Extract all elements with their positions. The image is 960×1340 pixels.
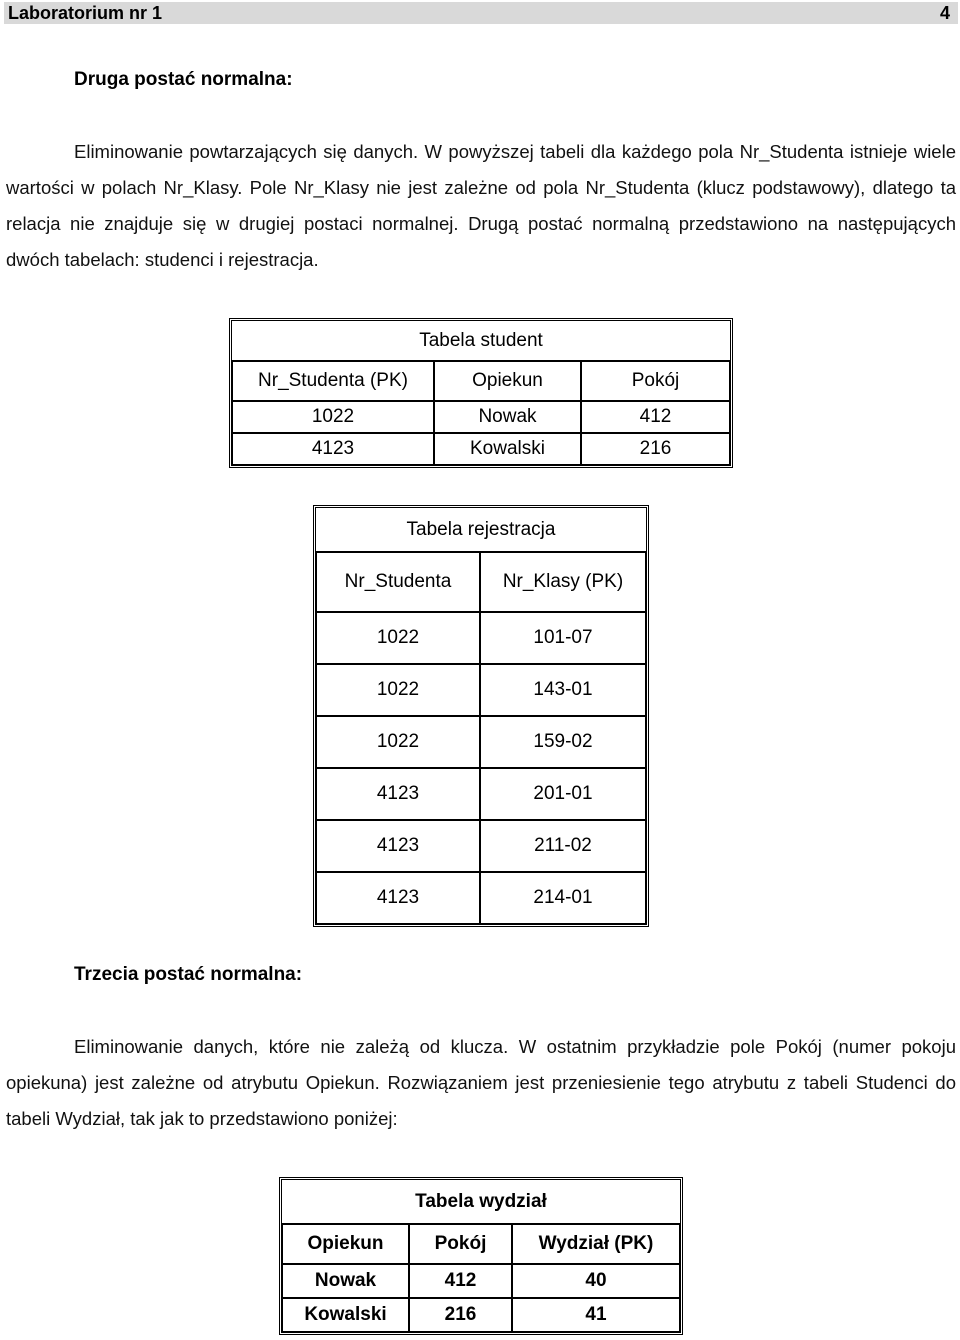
table-wydzial-col-0: Opiekun xyxy=(282,1224,409,1264)
table-rejestracja-title: Tabela rejestracja xyxy=(316,508,646,552)
table-row xyxy=(316,612,646,664)
table-cell: 216 xyxy=(409,1298,512,1332)
table-rejestracja xyxy=(313,505,649,927)
paragraph-3nf xyxy=(6,1029,956,1137)
table-wydzial xyxy=(279,1177,683,1335)
table-cell: 101-07 xyxy=(480,612,646,664)
page-number: 4 xyxy=(939,3,950,23)
table-student xyxy=(229,318,733,468)
table-cell: 4123 xyxy=(316,872,480,924)
table-cell: 143-01 xyxy=(480,664,646,716)
table-cell: 4123 xyxy=(316,768,480,820)
table-cell: 1022 xyxy=(316,612,480,664)
header-title: Laboratorium nr 1 xyxy=(8,3,163,23)
table-cell: 41 xyxy=(512,1298,680,1332)
table-rejestracja-col-1: Nr_Klasy (PK) xyxy=(480,552,646,612)
table-student-col-2: Pokój xyxy=(581,361,730,401)
table-cell: 412 xyxy=(581,401,730,433)
paragraph-2nf-text: Eliminowanie powtarzających się danych. W powyższej tabeli dla każdego pola Nr_Studenta istnieje wiele wartości w polach Nr_Klasy. Pole Nr_Klasy nie jest zależne od pola Nr_Studenta (klucz podstawowy), dlatego ta relacja nie znajduje się w drugiej postaci normalnej. Drugą postać normalną przedstawiono na następujących dwóch tabelach: studenci i rejestracja. xyxy=(6,141,956,270)
table-row xyxy=(316,820,646,872)
table-row xyxy=(282,1298,680,1332)
table-cell: 211-02 xyxy=(480,820,646,872)
table-rejestracja-col-0: Nr_Studenta xyxy=(316,552,480,612)
table-cell: 1022 xyxy=(316,716,480,768)
table-student-title: Tabela student xyxy=(232,321,730,361)
table-cell: 1022 xyxy=(232,401,434,433)
table-cell: Kowalski xyxy=(434,433,581,465)
paragraph-2nf xyxy=(6,134,956,278)
table-row xyxy=(316,768,646,820)
page-header xyxy=(4,2,958,24)
table-cell: 159-02 xyxy=(480,716,646,768)
table-row xyxy=(232,433,730,465)
table-cell: 4123 xyxy=(316,820,480,872)
table-cell: 412 xyxy=(409,1264,512,1298)
table-cell: 40 xyxy=(512,1264,680,1298)
table-row xyxy=(316,716,646,768)
table-student-col-0: Nr_Studenta (PK) xyxy=(232,361,434,401)
table-cell: 216 xyxy=(581,433,730,465)
table-row xyxy=(232,401,730,433)
table-wydzial-col-2: Wydział (PK) xyxy=(512,1224,680,1264)
table-cell: Nowak xyxy=(282,1264,409,1298)
table-row xyxy=(316,664,646,716)
table-row xyxy=(316,872,646,924)
table-row xyxy=(282,1264,680,1298)
section-heading-3nf: Trzecia postać normalna: xyxy=(74,964,303,985)
paragraph-3nf-text: Eliminowanie danych, które nie zależą od klucza. W ostatnim przykładzie pole Pokój (numer pokoju opiekuna) jest zależne od atrybutu Opiekun. Rozwiązaniem jest przeniesienie tego atrybutu z tabeli Studenci do tabeli Wydział, tak jak to przedstawiono poniżej: xyxy=(6,1036,956,1129)
table-cell: Kowalski xyxy=(282,1298,409,1332)
table-student-col-1: Opiekun xyxy=(434,361,581,401)
table-cell: 1022 xyxy=(316,664,480,716)
table-cell: 201-01 xyxy=(480,768,646,820)
table-wydzial-title: Tabela wydział xyxy=(282,1180,680,1224)
table-cell: 214-01 xyxy=(480,872,646,924)
table-cell: 4123 xyxy=(232,433,434,465)
table-cell: Nowak xyxy=(434,401,581,433)
table-wydzial-col-1: Pokój xyxy=(409,1224,512,1264)
section-heading-2nf: Druga postać normalna: xyxy=(74,69,293,90)
